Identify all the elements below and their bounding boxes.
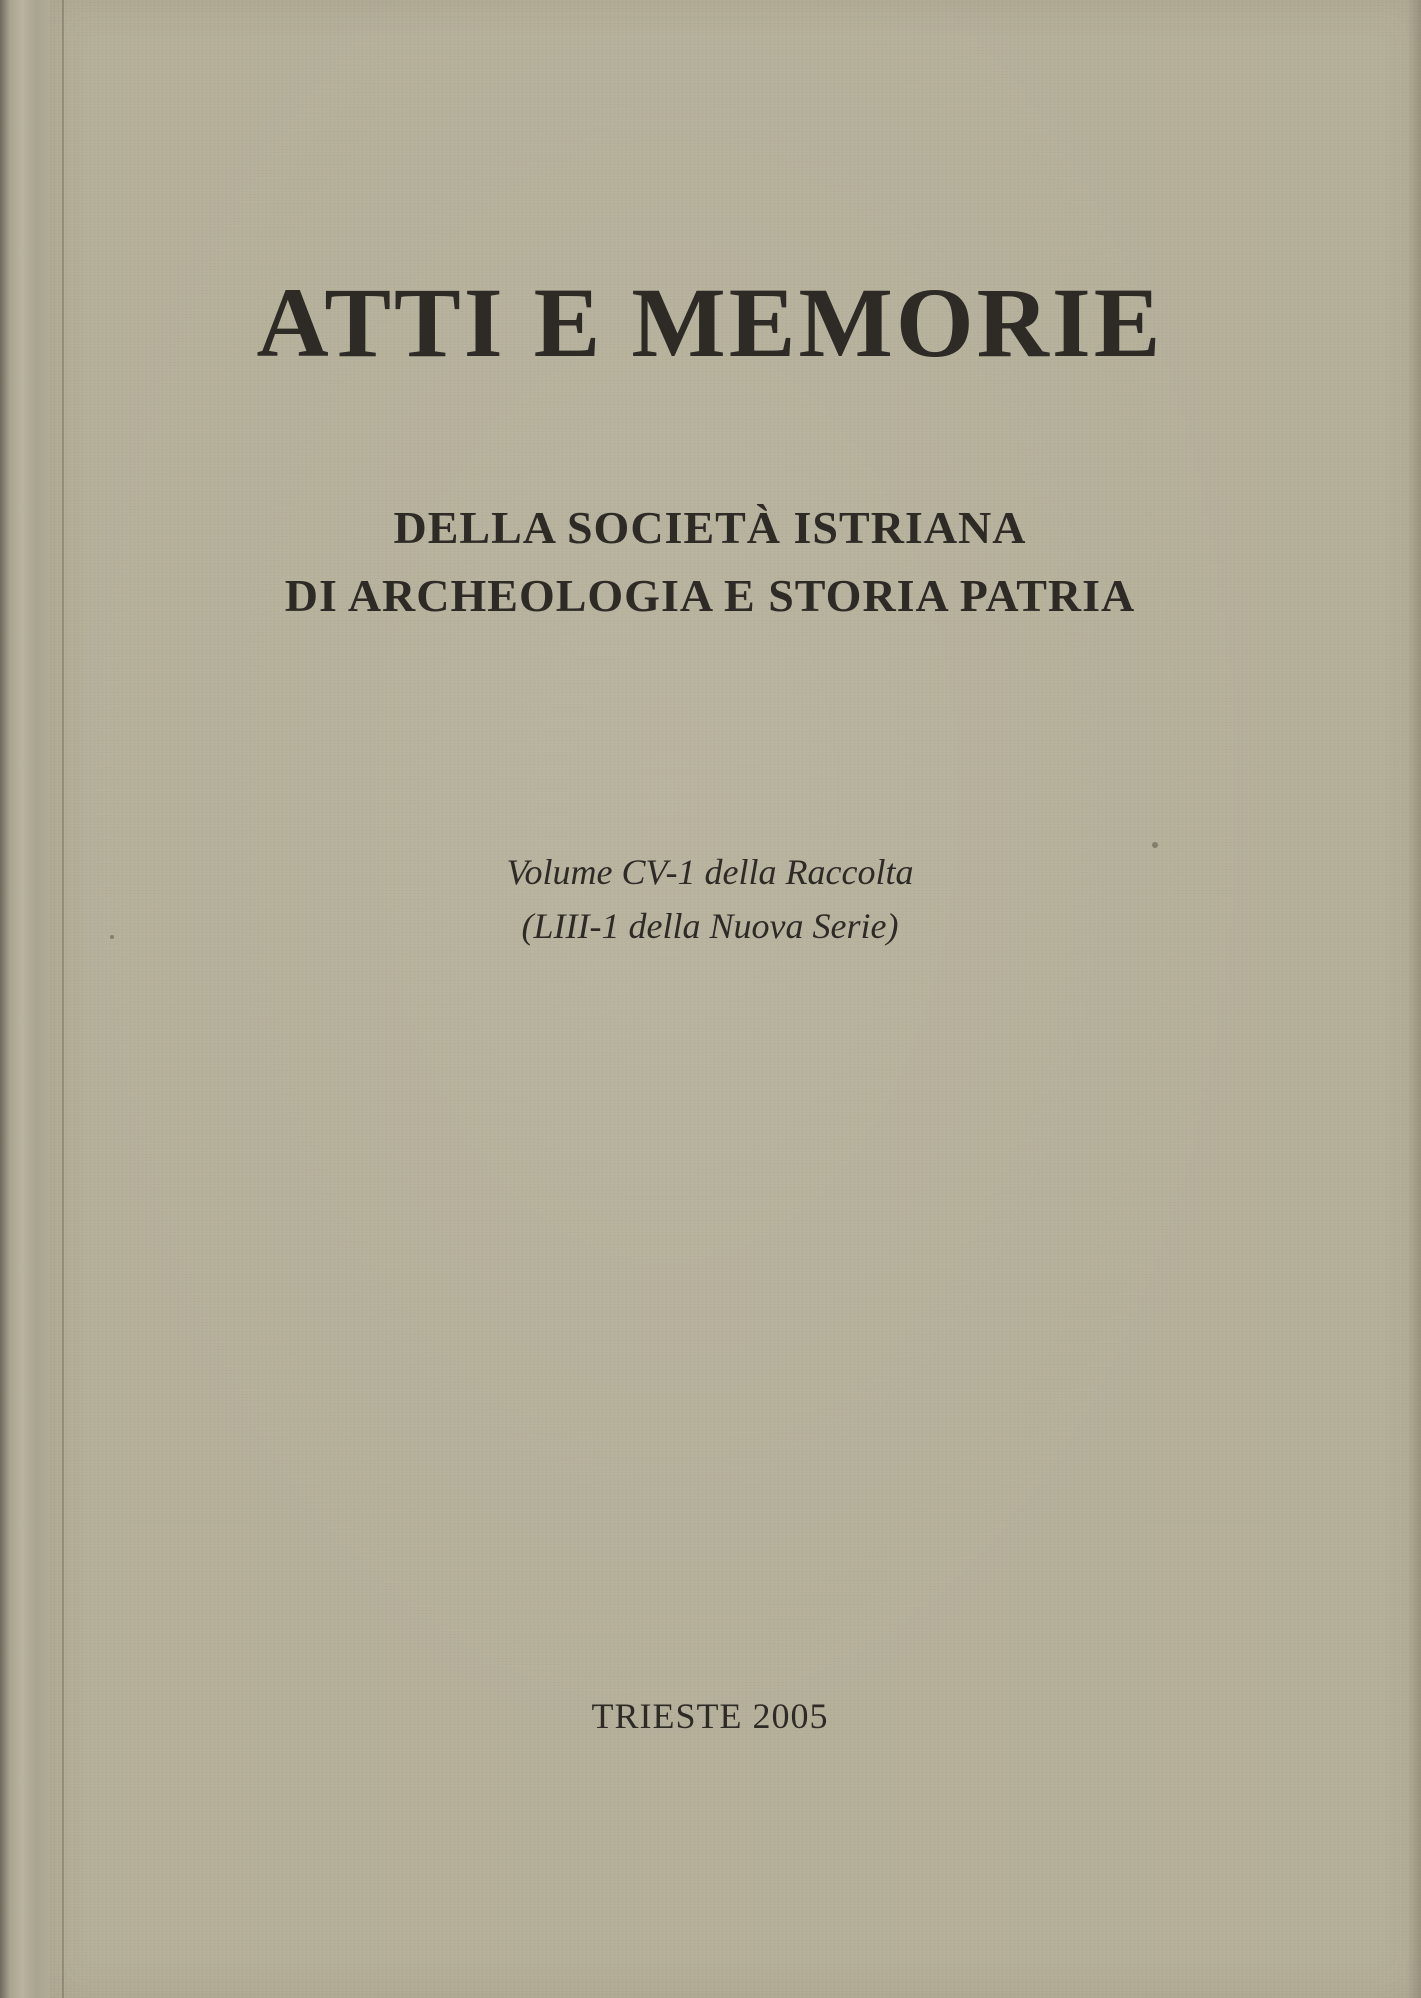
cover-subtitle-line-2: DI ARCHEOLOGIA E STORIA PATRIA [284, 570, 1136, 621]
place-and-year: TRIESTE 2005 [591, 1696, 829, 1736]
book-spine-edge [0, 0, 50, 1998]
cover-right-edge [1407, 0, 1421, 1998]
paper-speck [1152, 842, 1158, 848]
volume-line-2: (LIII-1 della Nuova Serie) [521, 906, 899, 946]
volume-line-1: Volume CV-1 della Raccolta [506, 852, 914, 892]
cover-subtitle-line-1: DELLA SOCIETÀ ISTRIANA [393, 502, 1027, 553]
cover-title: ATTI E MEMORIE [256, 267, 1164, 378]
